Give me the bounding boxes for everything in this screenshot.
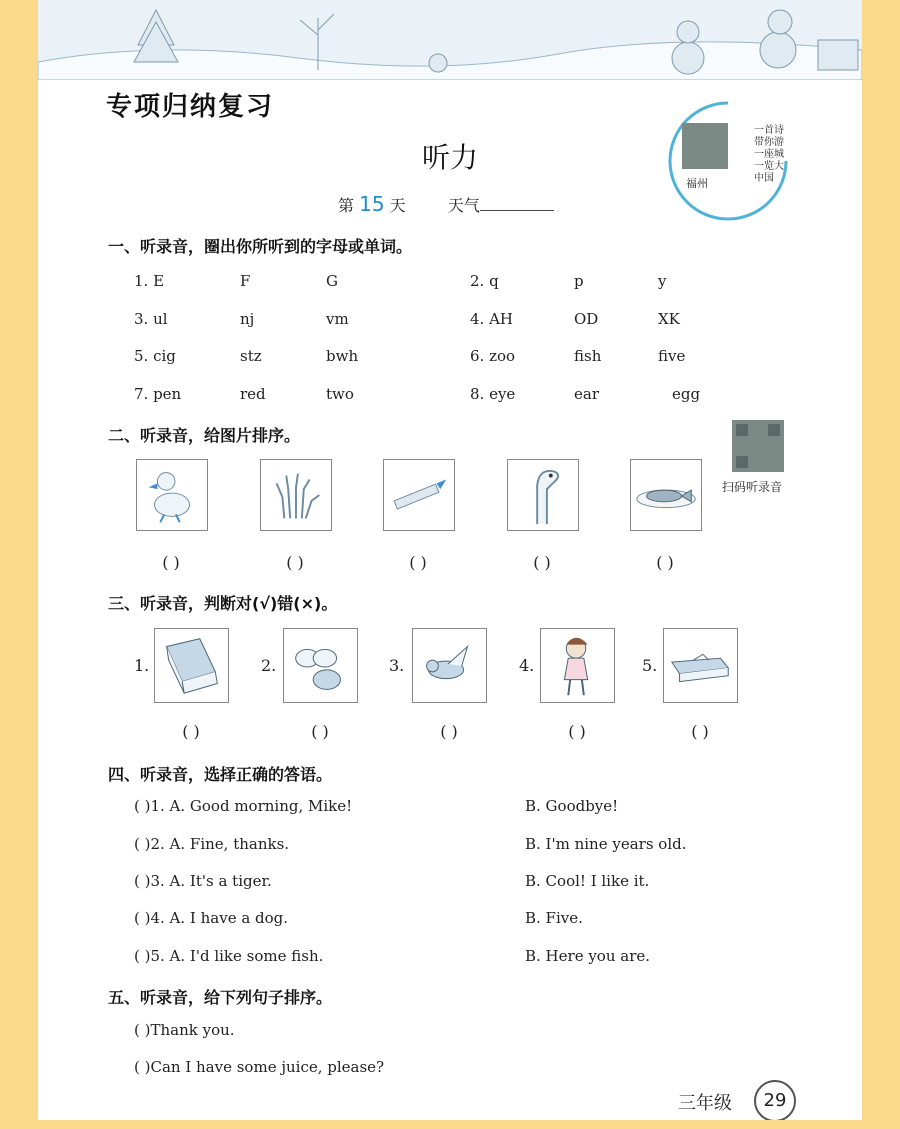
qr-badge [658,95,798,235]
answer-blank[interactable]: ( ) [533,553,551,572]
grade-label: 三年级 [678,1093,732,1114]
day-number: 15 [359,192,385,216]
girl-picture [540,628,615,703]
weather-label: 天气 [447,196,480,215]
q1-option[interactable]: 3. ul [134,310,168,328]
badge-poem-line: 一首诗 [754,125,784,136]
q4-option-b[interactable]: B. Cool! I like it. [525,872,650,890]
item-number: 1. [134,656,150,675]
fish-picture [630,459,702,531]
scan-qr-icon[interactable] [732,420,784,472]
q5-sentence[interactable]: ( )Thank you. [134,1021,235,1039]
eggs-picture [283,628,358,703]
pen-picture [383,459,455,531]
duck-picture [136,459,208,531]
workbook-page [38,0,862,1120]
badge-poem-line: 一览大中国 [754,161,784,184]
q1-option[interactable]: ear [574,385,599,403]
q4-option-a[interactable]: ( )4. A. I have a dog. [134,909,289,927]
q4-option-b[interactable]: B. Goodbye! [525,797,619,815]
answer-blank[interactable]: ( ) [182,722,200,741]
day-suffix: 天 [389,196,406,215]
q1-option[interactable]: stz [240,347,262,365]
q1-option[interactable]: bwh [326,347,359,365]
answer-blank[interactable]: ( ) [162,553,180,572]
answer-blank[interactable]: ( ) [691,722,709,741]
q4-option-a[interactable]: ( )2. A. Fine, thanks. [134,835,290,853]
q1-option[interactable]: 8. eye [470,385,516,403]
book-picture [154,628,229,703]
winter-banner-illustration [38,0,862,80]
q1-option[interactable]: five [658,347,686,365]
badge-place: 福州 [686,177,708,190]
q1-option[interactable]: G [326,272,338,290]
q5-sentence[interactable]: ( )Can I have some juice, please? [134,1058,385,1076]
q4-option-b[interactable]: B. I'm nine years old. [525,835,687,853]
badge-poem-line: 一座城 [754,149,784,160]
answer-blank[interactable]: ( ) [311,722,329,741]
page-number: 29 [754,1080,796,1120]
day-prefix: 第 [338,196,355,215]
q4-option-a[interactable]: ( )5. A. I'd like some fish. [134,947,324,965]
item-number: 4. [519,656,535,675]
pencil-box-picture [663,628,738,703]
q1-option[interactable]: XK [658,310,680,328]
q4-option-a[interactable]: ( )3. A. It's a tiger. [134,872,272,890]
q1-option[interactable]: 4. AH [470,310,513,328]
q5-heading: 五、听录音，给下列句子排序。 [108,988,333,1007]
q1-option[interactable]: y [658,272,667,290]
section-title: 专项归纳复习 [106,92,275,122]
hand-picture [260,459,332,531]
day-weather-line [338,192,554,216]
q2-heading: 二、听录音，给图片排序。 [108,426,301,445]
q4-option-b[interactable]: B. Here you are. [525,947,651,965]
q3-heading: 三、听录音，判断对(√)错(×)。 [108,594,338,613]
q1-heading: 一、听录音，圈出你所听到的字母或单词。 [108,237,413,256]
q1-option[interactable]: p [574,272,584,290]
badge-poem [754,125,788,185]
badge-poem-line: 带你游 [754,137,784,148]
answer-blank[interactable]: ( ) [656,553,674,572]
item-number: 5. [642,656,658,675]
weather-blank [480,210,554,211]
item-number: 2. [261,656,277,675]
page-title: 听力 [421,141,478,174]
q1-option[interactable]: red [240,385,266,403]
answer-blank[interactable]: ( ) [440,722,458,741]
q1-option[interactable]: 2. q [470,272,499,290]
q1-option[interactable]: vm [326,310,349,328]
bird-picture [412,628,487,703]
giraffe-picture [507,459,579,531]
q4-heading: 四、听录音，选择正确的答语。 [108,765,333,784]
q1-option[interactable]: 5. cig [134,347,176,365]
q1-option[interactable]: egg [672,385,701,403]
q1-option[interactable]: OD [574,310,599,328]
scan-label: 扫码听录音 [722,480,783,494]
q1-option[interactable]: fish [574,347,602,365]
answer-blank[interactable]: ( ) [286,553,304,572]
qr-code-icon[interactable] [682,123,728,169]
answer-blank[interactable]: ( ) [568,722,586,741]
q1-option[interactable]: 6. zoo [470,347,516,365]
q1-option[interactable]: F [240,272,251,290]
q1-option[interactable]: two [326,385,354,403]
q4-option-a[interactable]: ( )1. A. Good morning, Mike! [134,797,353,815]
q1-option[interactable]: nj [240,310,255,328]
q1-option[interactable]: 7. pen [134,385,182,403]
item-number: 3. [389,656,405,675]
q4-option-b[interactable]: B. Five. [525,909,583,927]
q1-option[interactable]: 1. E [134,272,165,290]
answer-blank[interactable]: ( ) [409,553,427,572]
